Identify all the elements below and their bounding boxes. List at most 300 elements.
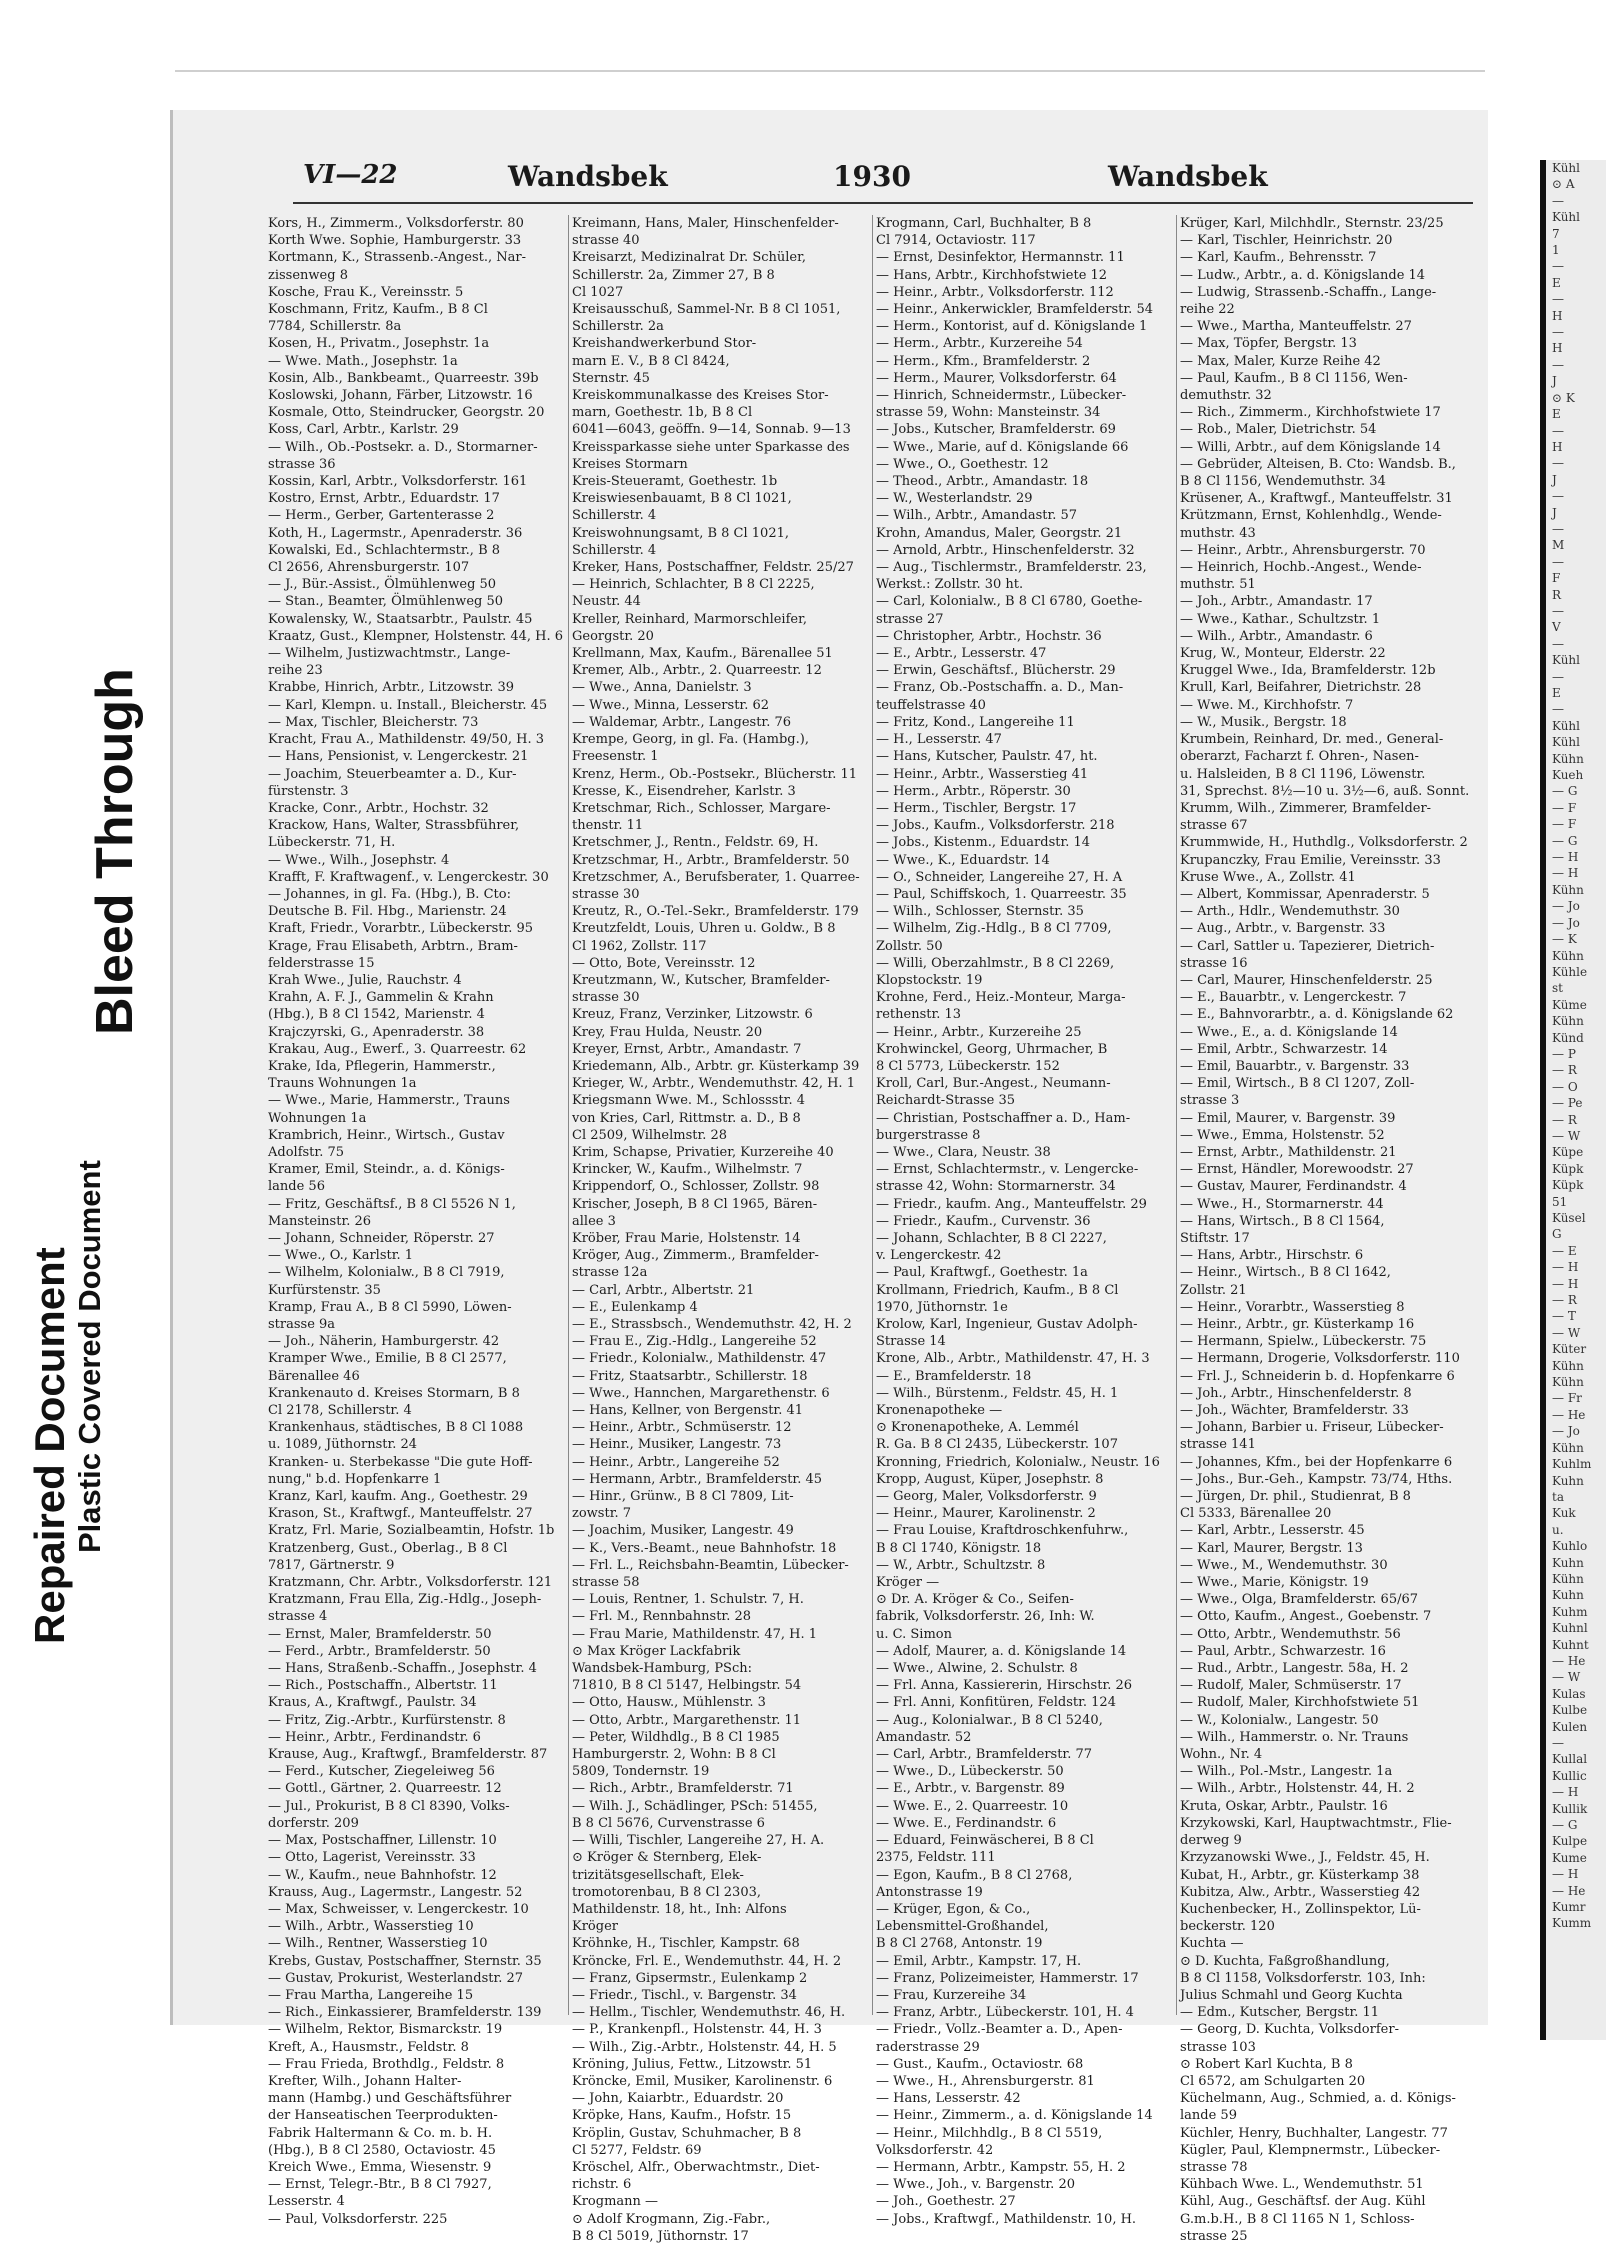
directory-entry: — Frl. J., Schneiderin b. d. Hopfenkarre 6 [1180,1368,1455,1384]
directory-entry: strasse 67 [1180,818,1248,834]
directory-entry: — Willi, Oberzahlmstr., B 8 Cl 2269, [876,955,1115,971]
adjacent-page-entry: Kulen [1552,1719,1588,1734]
adjacent-page-entry: — H [1552,850,1579,865]
directory-entry: zowstr. 7 [572,1506,632,1522]
adjacent-page-entry: Küpk [1552,1161,1584,1176]
directory-entry: — Hinrich, Schneidermstr., Lübecker- [876,388,1127,404]
directory-entry: Kratz, Frl. Marie, Sozialbeamtin, Hofstr. 1b [268,1523,555,1539]
directory-entry: — Wilhelm, Rektor, Bismarckstr. 19 [268,2022,503,2038]
directory-entry: — Wilh., Arbtr., Wasserstieg 10 [268,1919,474,1935]
directory-entry: Kröncke, Frl. E., Wendemuthstr. 44, H. 2 [572,1953,842,1969]
directory-entry: — Hermann, Drogerie, Volksdorferstr. 110 [1180,1351,1460,1367]
adjacent-page-entry: — O [1552,1079,1578,1094]
adjacent-page-entry: — T [1552,1309,1576,1324]
directory-column-4 [1180,215,1476,2244]
directory-entry: — Wwe., M., Wendemuthstr. 30 [1180,1557,1388,1573]
column-divider [1176,215,1177,2015]
directory-entry: B 8 Cl 5019, Jüthornstr. 17 [572,2228,749,2244]
directory-entry: — Wwe., Minna, Lesserstr. 62 [572,697,770,713]
adjacent-page-entry: Kühle [1552,964,1588,979]
directory-entry: — Rudolf, Maler, Schmüserstr. 17 [1180,1678,1402,1694]
directory-entry: — Otto, Kaufm., Angest., Goebenstr. 7 [1180,1609,1432,1625]
directory-entry: Krim, Schapse, Privatier, Kurzereihe 40 [572,1144,834,1160]
directory-entry: Krauss, Aug., Lagermstr., Langestr. 52 [268,1884,523,1900]
directory-entry: — E., Bauarbtr., v. Lengerckestr. 7 [1180,990,1407,1006]
directory-entry: Volksdorferstr. 42 [876,2142,994,2158]
directory-entry: Krellmann, Max, Kaufm., Bärenallee 51 [572,646,833,662]
directory-entry: — Emil, Wirtsch., B 8 Cl 1207, Zoll- [1180,1076,1415,1092]
directory-entry: — Georg, Maler, Volksdorferstr. 9 [876,1489,1097,1505]
adjacent-page-entry: — R [1552,1293,1577,1308]
adjacent-page-entry: J [1552,505,1557,520]
directory-entry: — Hans, Kutscher, Paulstr. 47, ht. [876,749,1098,765]
directory-entry: — Rich., Arbtr., Bramfelderstr. 71 [572,1781,794,1797]
directory-entry: — Ferd., Arbtr., Bramfelderstr. 50 [268,1643,491,1659]
directory-entry: — Heinr., Vorarbtr., Wasserstieg 8 [1180,1299,1405,1315]
page-number: VI—22 [303,160,398,190]
directory-entry: Kuchenbecker, H., Zollinspektor, Lü- [1180,1901,1421,1917]
directory-entry: — Joh., Goethestr. 27 [876,2194,1016,2210]
directory-entry: Kowalski, Ed., Schlachtermstr., B 8 [268,542,501,558]
directory-entry: Krohwinckel, Georg, Uhrmacher, B [876,1041,1108,1057]
directory-entry: Kriedemann, Alb., Arbtr. gr. Küsterkamp 39 [572,1058,860,1074]
adjacent-page-entry: Küpk [1552,1178,1584,1193]
directory-entry: strasse 42, Wohn: Stormarnerstr. 34 [876,1179,1116,1195]
directory-entry: 31, Sprechst. 8½—10 u. 3½—6, auß. Sonnt. [1180,783,1470,799]
adjacent-page-entry: Kulas [1552,1686,1586,1701]
directory-entry: — Emil, Arbtr., Kampstr. 17, H. [876,1953,1082,1969]
directory-entry: Kruta, Oskar, Arbtr., Paulstr. 16 [1180,1798,1388,1814]
directory-entry: tromotorenbau, B 8 Cl 2303, [572,1884,762,1900]
adjacent-page-entry: — [1552,292,1564,307]
directory-entry: Wohn., Nr. 4 [1180,1747,1263,1763]
directory-entry: — Heinrich, Schlachter, B 8 Cl 2225, [572,577,815,593]
directory-entry: — E., Bramfelderstr. 18 [876,1368,1032,1384]
adjacent-page-entry: Kühl [1552,161,1580,175]
directory-entry: Kowalensky, W., Staatsarbtr., Paulstr. 45 [268,611,533,627]
directory-entry: burgerstrasse 8 [876,1127,981,1143]
directory-entry: Krankenauto d. Kreises Stormarn, B 8 [268,1385,520,1401]
directory-entry: — Frl. Anni, Konfitüren, Feldstr. 124 [876,1695,1116,1711]
directory-entry: — Wwe., K., Eduardstr. 14 [876,852,1050,868]
adjacent-page-entry: V [1552,620,1561,635]
directory-entry: Kurfürstenstr. 35 [268,1282,381,1298]
directory-entry: — Wwe., Martha, Manteuffelstr. 27 [1180,319,1412,335]
adjacent-page-entry: Kühl [1552,210,1580,225]
directory-entry: — Joh., Arbtr., Hinschenfelderstr. 8 [1180,1385,1412,1401]
directory-columns [268,215,1470,2244]
directory-entry: — Johann, Barbier u. Friseur, Lübecker- [1180,1420,1444,1436]
directory-entry: ⊙ Dr. A. Kröger & Co., Seifen- [876,1592,1074,1608]
adjacent-page-entry: — [1552,554,1564,569]
directory-entry: — Wwe. M., Kirchhofstr. 7 [1180,697,1354,713]
directory-entry: — Wwe., Hannchen, Margarethenstr. 6 [572,1385,830,1401]
directory-entry: Kreller, Reinhard, Marmorschleifer, [572,611,808,627]
directory-entry: — Heinr., Maurer, Karolinenstr. 2 [876,1506,1096,1522]
directory-entry: — Paul, Arbtr., Schwarzestr. 16 [1180,1643,1386,1659]
directory-entry: Kröhnke, H., Tischler, Kampstr. 68 [572,1936,800,1952]
directory-entry: — Wwe., Alwine, 2. Schulstr. 8 [876,1661,1078,1677]
adjacent-page-entry: u. [1552,1522,1564,1537]
directory-entry: strasse 25 [1180,2228,1248,2244]
adjacent-page-entry: H [1552,308,1563,323]
directory-entry: Freesenstr. 1 [572,749,659,765]
adjacent-page-entry: Küter [1552,1342,1587,1357]
directory-entry: — Frl. M., Rennbahnstr. 28 [572,1609,752,1625]
directory-entry: Cl 6572, am Schulgarten 20 [1180,2073,1366,2089]
adjacent-page-entry: — H [1552,1785,1579,1800]
directory-entry: strasse 30 [572,886,640,902]
directory-entry: Kroll, Carl, Bur.-Angest., Neumann- [876,1076,1111,1092]
directory-entry: strasse 27 [876,611,944,627]
directory-entry: — Wilhelm, Kolonialw., B 8 Cl 7919, [268,1265,505,1281]
directory-entry: Kropp, August, Küper, Josephstr. 8 [876,1471,1104,1487]
directory-entry: Kraft, Friedr., Vorarbtr., Lübeckerstr. 95 [268,921,534,937]
directory-entry: — Wwe., Joh., v. Bargenstr. 20 [876,2177,1075,2193]
directory-entry: Kuchta — [1180,1936,1244,1952]
directory-entry: — Paul, Volksdorferstr. 225 [268,2211,448,2227]
adjacent-page-entry: — Pe [1552,1096,1583,1111]
adjacent-page-entry: G [1552,1227,1562,1242]
directory-entry: — Hans, Arbtr., Hirschstr. 6 [1180,1248,1364,1264]
directory-entry: — E., Arbtr., Lesserstr. 47 [876,646,1047,662]
directory-entry: — E., Strassbsch., Wendemuthstr. 42, H. 2 [572,1317,852,1332]
directory-entry: Krzyzanowski Wwe., J., Feldstr. 45, H. [1180,1850,1430,1866]
directory-entry: Kreutzfeldt, Louis, Uhren u. Goldw., B 8 [572,921,836,937]
directory-entry: Krogmann — [572,2194,659,2210]
directory-entry: Kretzschmar, H., Arbtr., Bramfelderstr. 50 [572,852,850,868]
directory-entry: Krüger, Karl, Milchhdlr., Sternstr. 23/25 [1180,216,1444,231]
directory-entry: dorferstr. 209 [268,1815,359,1831]
directory-entry: Kratzenberg, Gust., Oberlag., B 8 Cl [268,1540,508,1556]
directory-entry: — Johann, Schlachter, B 8 Cl 2227, [876,1230,1107,1246]
directory-entry: Koslowski, Johann, Färber, Litzowstr. 16 [268,388,533,404]
directory-entry: Krone, Alb., Arbtr., Mathildenstr. 47, H. 3 [876,1351,1150,1367]
directory-entry: — Jul., Prokurist, B 8 Cl 8390, Volks- [268,1798,510,1814]
directory-entry: — Max, Tischler, Bleicherstr. 73 [268,714,479,730]
directory-entry: — Carl, Kolonialw., B 8 Cl 6780, Goethe- [876,594,1143,610]
directory-entry: strasse 58 [572,1575,640,1591]
adjacent-page-entry: — [1552,702,1564,717]
directory-entry: strasse 3 [1180,1093,1240,1109]
adjacent-page-entry: Kuhn [1552,1473,1584,1488]
directory-entry: — Joachim, Steuerbeamter a. D., Kur- [268,766,517,782]
adjacent-page-entry: — F [1552,817,1577,832]
directory-entry: Krollmann, Friedrich, Kaufm., B 8 Cl [876,1282,1119,1298]
directory-entry: Trauns Wohnungen 1a [268,1076,417,1092]
directory-entry: — Wwe., D., Lübeckerstr. 50 [876,1764,1064,1780]
directory-entry: — O., Schneider, Langereihe 27, H. A [876,869,1123,885]
adjacent-page-entry: Küsel [1552,1211,1586,1225]
adjacent-page-entry: — K [1552,932,1577,947]
directory-entry: — Ernst, Schlachtermstr., v. Lengercke- [876,1162,1139,1178]
directory-entry: — Wilhelm, Zig.-Hdlg., B 8 Cl 7709, [876,921,1112,937]
directory-entry: — Emil, Maurer, v. Bargenstr. 39 [1180,1110,1396,1126]
adjacent-page-entry: — H [1552,866,1579,881]
directory-entry: B 8 Cl 2768, Antonstr. 19 [876,1936,1043,1952]
adjacent-page-entry: — H [1552,1276,1579,1291]
directory-entry: Stiftstr. 17 [1180,1230,1250,1246]
directory-entry: — Max, Schweisser, v. Lengerckestr. 10 [268,1901,529,1917]
plastic-covered-document-label: Plastic Covered Document [72,1160,107,1553]
directory-entry: — Herm., Kfm., Bramfelderstr. 2 [876,353,1091,369]
directory-entry: — Heinr., Ankerwickler, Bramfelderstr. 54 [876,302,1153,318]
directory-entry: Schillerstr. 4 [572,542,657,558]
directory-entry: — Heinr., Arbtr., Ahrensburgerstr. 70 [1180,542,1426,558]
directory-entry: Adolfstr. 75 [268,1144,344,1160]
directory-entry: — Wwe., Anna, Danielstr. 3 [572,680,752,696]
directory-entry: — Heinrich, Hochb.-Angest., Wende- [1180,560,1422,576]
directory-entry: — Wwe., Olga, Bramfelderstr. 65/67 [1180,1592,1419,1608]
directory-entry: Kröpke, Hans, Kaufm., Hofstr. 15 [572,2108,792,2124]
directory-entry: trizitätsgesellschaft, Elek- [572,1867,744,1883]
directory-column-2 [572,215,868,2244]
directory-entry: Krause, Aug., Kraftwgf., Bramfelderstr. 87 [268,1747,548,1763]
directory-entry: — Friedr., Kaufm., Curvenstr. 36 [876,1213,1091,1229]
column-divider [872,215,873,2015]
directory-entry: — Christian, Postschaffner a. D., Ham- [876,1110,1131,1126]
directory-entry: — Franz, Arbtr., Lübeckerstr. 101, H. 4 [876,2005,1134,2021]
directory-entry: Kreiskommunalkasse des Kreises Stor- [572,388,829,404]
directory-entry: allee 3 [572,1213,616,1229]
directory-entry: — Max, Maler, Kurze Reihe 42 [1180,353,1381,369]
directory-entry: — Rob., Maler, Dietrichstr. 54 [1180,422,1377,438]
directory-entry: — Wilh., Pol.-Mstr., Langestr. 1a [1180,1764,1393,1780]
directory-entry: — K., Vers.-Beamt., neue Bahnhofstr. 18 [572,1540,837,1556]
directory-entry: Krefter, Wilh., Johann Halter- [268,2073,462,2089]
adjacent-page-entry: Küpe [1552,1145,1584,1160]
directory-entry: lande 59 [1180,2108,1237,2124]
directory-entry: Krüsener, A., Kraftwgf., Manteuffelstr. 31 [1180,491,1453,507]
adjacent-page-entry: Kulpe [1552,1834,1588,1849]
directory-entry: Kreuz, Franz, Verzinker, Litzowstr. 6 [572,1007,813,1023]
directory-entry: — Ferd., Kutscher, Ziegeleiweg 56 [268,1764,495,1780]
directory-entry: G.m.b.H., B 8 Cl 1165 N 1, Schloss- [1180,2211,1415,2227]
adjacent-page-entry: Kumm [1552,1916,1592,1931]
directory-entry: Kreimann, Hans, Maler, Hinschenfelder- [572,216,839,231]
adjacent-page-entry: F [1552,571,1561,586]
directory-entry: — Otto, Lagerist, Vereinsstr. 33 [268,1850,476,1866]
directory-entry: — Herm., Tischler, Bergstr. 17 [876,800,1077,816]
adjacent-page-entry: Kühn [1552,1440,1584,1455]
directory-entry: Kranken- u. Sterbekasse "Die gute Hoff- [268,1454,533,1470]
directory-entry: Kosche, Frau K., Vereinsstr. 5 [268,284,464,300]
adjacent-page-entry: Kühl [1552,718,1580,733]
adjacent-page-entry: — Jo [1552,1424,1580,1439]
directory-entry: Kreiswohnungsamt, B 8 Cl 1021, [572,525,789,541]
directory-entry: muthstr. 51 [1180,577,1256,593]
directory-entry: — Aug., Kolonialwar., B 8 Cl 5240, [876,1712,1103,1728]
directory-entry: Krake, Ida, Pflegerin, Hammerstr., [268,1058,496,1074]
adjacent-page-entry: ⊙ A [1552,177,1575,192]
adjacent-page-entry: H [1552,341,1563,356]
directory-entry: Zollstr. 21 [1180,1282,1247,1298]
directory-entry: — Jürgen, Dr. phil., Studienrat, B 8 [1180,1489,1411,1505]
directory-entry: — Otto, Arbtr., Wendemuthstr. 56 [1180,1626,1401,1642]
directory-entry: Kreft, A., Hausmstr., Feldstr. 8 [268,2039,469,2055]
directory-entry: Wohnungen 1a [268,1110,367,1126]
directory-entry: Krogmann, Carl, Buchhalter, B 8 [876,216,1092,231]
directory-entry: Kreker, Hans, Postschaffner, Feldstr. 25/27 [572,560,854,576]
adjacent-page-entry: — P [1552,1046,1576,1061]
directory-entry: — Gottl., Gärtner, 2. Quarreestr. 12 [268,1781,502,1797]
directory-entry: Krummwide, H., Huthdlg., Volksdorferstr. 2 [1180,835,1468,851]
directory-entry: — Willi, Tischler, Langereihe 27, H. A. [572,1833,825,1849]
directory-entry: Krambrich, Heinr., Wirtsch., Gustav [268,1127,505,1143]
directory-entry: — E., Eulenkamp 4 [572,1299,698,1315]
adjacent-page-entry: — H [1552,1260,1579,1275]
adjacent-page-entry: Kullal [1552,1752,1588,1767]
adjacent-page-entry: Kulbe [1552,1703,1588,1718]
directory-entry: — Aug., Arbtr., v. Bargenstr. 33 [1180,921,1386,937]
directory-entry: u. 1089, Jüthornstr. 24 [268,1437,418,1453]
directory-entry: ⊙ Adolf Krogmann, Zig.-Fabr., [572,2211,771,2227]
directory-entry: Koss, Carl, Arbtr., Karlstr. 29 [268,422,459,438]
directory-entry: — Friedr., kaufm. Ang., Manteuffelstr. 29 [876,1196,1147,1212]
directory-entry: Kreis-Steueramt, Goethestr. 1b [572,474,778,490]
directory-entry: Klopstockstr. 19 [876,972,983,988]
directory-entry: Kratzmann, Frau Ella, Zig.-Hdlg., Joseph- [268,1592,542,1608]
directory-entry: demuthstr. 32 [1180,388,1272,404]
directory-entry: Krumbein, Reinhard, Dr. med., General- [1180,732,1444,748]
directory-entry: Cl 5277, Feldstr. 69 [572,2142,702,2158]
directory-column-1 [268,215,564,2227]
directory-entry: — Wwe., O., Goethestr. 12 [876,456,1049,472]
directory-entry: Cl 7914, Octaviostr. 117 [876,233,1036,249]
directory-entry: Krey, Frau Hulda, Neustr. 20 [572,1024,763,1040]
directory-entry: Cl 1027 [572,284,624,300]
directory-entry: — Rich., Einkassierer, Bramfelderstr. 139 [268,2005,542,2021]
directory-entry: Amandastr. 52 [876,1729,972,1745]
adjacent-page-entry: Kühn [1552,1358,1584,1373]
adjacent-page-entry: — [1552,669,1564,684]
directory-entry: — Johs., Bur.-Geh., Kampstr. 73/74, Hths. [1180,1471,1453,1487]
directory-entry: — Emil, Arbtr., Schwarzestr. 14 [1180,1041,1388,1057]
directory-entry: von Kries, Carl, Rittmstr. a. D., B 8 [572,1110,801,1126]
directory-entry: B 8 Cl 1158, Volksdorferstr. 103, Inh: [1180,1970,1426,1986]
directory-entry: strasse 103 [1180,2039,1256,2055]
directory-entry: — Hinr., Grünw., B 8 Cl 7809, Lit- [572,1489,794,1505]
directory-entry: — Wilh., Zig.-Arbtr., Holstenstr. 44, H. 5 [572,2039,837,2055]
directory-entry: Cl 2656, Ahrensburgerstr. 107 [268,560,470,576]
directory-entry: Krohne, Ferd., Heiz.-Monteur, Marga- [876,990,1126,1006]
directory-entry: Cl 5333, Bärenallee 20 [1180,1506,1332,1522]
directory-entry: — Hellm., Tischler, Wendemuthstr. 46, H. [572,2005,846,2021]
directory-entry: Krah Wwe., Julie, Rauchstr. 4 [268,972,462,988]
directory-entry: Kröger, Aug., Zimmerm., Bramfelder- [572,1248,819,1264]
directory-entry: — Erwin, Geschäftsf., Blücherstr. 29 [876,663,1116,679]
directory-entry: — Wwe. E., Ferdinandstr. 6 [876,1815,1057,1831]
directory-entry: — Ludw., Arbtr., a. d. Königslande 14 [1180,267,1426,283]
adjacent-page-entry: Kullik [1552,1801,1588,1816]
directory-entry: — Friedr., Kolonialw., Mathildenstr. 47 [572,1351,827,1367]
directory-entry: Krage, Frau Elisabeth, Arbtrn., Bram- [268,938,518,954]
directory-entry: — W., Kolonialw., Langestr. 50 [1180,1712,1379,1728]
directory-entry: — Rich., Postschaffn., Albertstr. 11 [268,1678,498,1694]
directory-entry: — Heinr., Arbtr., Volksdorferstr. 112 [876,284,1114,300]
repaired-document-label: Repaired Document [26,1247,73,1644]
directory-entry: Krincker, W., Kaufm., Wilhelmstr. 7 [572,1162,803,1178]
directory-entry: Fabrik Haltermann & Co. m. b. H. [268,2125,493,2141]
adjacent-page-entry: — He [1552,1653,1586,1668]
directory-entry: Krischer, Joseph, B 8 Cl 1965, Bären- [572,1196,818,1212]
adjacent-page-entry: E [1552,686,1561,700]
directory-entry: Cl 2509, Wilhelmstr. 28 [572,1127,728,1143]
directory-entry: Kresse, K., Eisendreher, Karlstr. 3 [572,783,796,799]
directory-entry: — Wilh., Hammerstr. o. Nr. Trauns [1180,1729,1409,1745]
directory-entry: rethenstr. 13 [876,1007,962,1023]
directory-entry: — Herm., Arbtr., Röperstr. 30 [876,783,1071,799]
adjacent-page-entry: — [1552,193,1564,208]
directory-entry: Kronning, Friedrich, Kolonialw., Neustr. 16 [876,1454,1160,1470]
directory-entry: — Franz, Polizeimeister, Hammerstr. 17 [876,1970,1139,1986]
adjacent-page-entry: Kuhn [1552,1588,1584,1603]
directory-entry: — Karl, Tischler, Heinrichstr. 20 [1180,233,1393,249]
adjacent-page-entry: — E [1552,1243,1577,1258]
adjacent-page-entry: Kume [1552,1850,1587,1865]
directory-entry: Kors, H., Zimmerm., Volksdorferstr. 80 [268,216,524,231]
directory-entry: — Herm., Kontorist, auf d. Königslande 1 [876,319,1148,335]
directory-entry: 5809, Tondernstr. 19 [572,1764,710,1780]
adjacent-page-entry: Kühn [1552,948,1584,963]
directory-entry: — Otto, Arbtr., Margarethenstr. 11 [572,1712,802,1728]
directory-entry: — Ludwig, Strassenb.-Schaffn., Lange- [1180,284,1437,300]
adjacent-page-entry: — R [1552,1063,1577,1078]
directory-entry: — Emil, Bauarbtr., v. Bargenstr. 33 [1180,1058,1410,1074]
adjacent-page-entry: — [1552,489,1564,504]
directory-entry: — Karl, Kaufm., Behrensstr. 7 [1180,250,1377,266]
directory-entry: — John, Kaiarbtr., Eduardstr. 20 [572,2091,784,2107]
directory-entry: 7817, Gärtnerstr. 9 [268,1557,395,1573]
directory-entry: — Herm., Arbtr., Kurzereihe 54 [876,336,1083,352]
directory-entry: — Edm., Kutscher, Bergstr. 11 [1180,2005,1380,2021]
directory-entry: Kracht, Frau A., Mathildenstr. 49/50, H. 3 [268,732,545,748]
header-right-title: Wandsbek [1108,160,1268,193]
directory-entry: Krafft, F. Kraftwagenf., v. Lengerckestr. 30 [268,869,549,885]
directory-entry: Kreutz, R., O.-Tel.-Sekr., Bramfelderstr. 179 [572,904,859,920]
directory-entry: — Frau Frieda, Brothdlg., Feldstr. 8 [268,2056,505,2072]
directory-entry: — Wilh., Schlosser, Sternstr. 35 [876,904,1084,920]
directory-entry: lande 56 [268,1179,325,1195]
directory-entry: Kortmann, K., Strassenb.-Angest., Nar- [268,250,526,266]
adjacent-page-entry: — G [1552,1818,1578,1833]
directory-entry: Küchelmann, Aug., Schmied, a. d. Königs- [1180,2091,1456,2107]
directory-entry: 8 Cl 5773, Lübeckerstr. 152 [876,1058,1060,1074]
directory-entry: der Hanseatischen Teerprodukten- [268,2108,498,2124]
directory-entry: nung," b.d. Hopfenkarre 1 [268,1471,442,1487]
adjacent-page-entry: Kuhnt [1552,1637,1589,1652]
directory-entry: marn, Goethestr. 1b, B 8 Cl [572,405,753,421]
directory-entry: strasse 141 [1180,1437,1256,1453]
directory-entry: Kubitza, Alw., Arbtr., Wasserstieg 42 [1180,1884,1421,1900]
directory-entry: — Fritz, Kond., Langereihe 11 [876,714,1075,730]
directory-entry: Julius Schmahl und Georg Kuchta [1180,1987,1403,2003]
directory-entry: Kremer, Alb., Arbtr., 2. Quarreestr. 12 [572,663,822,679]
directory-entry: — Stan., Beamter, Ölmühlenweg 50 [268,594,504,610]
directory-entry: strasse 36 [268,456,336,472]
adjacent-page-entry: — [1552,456,1564,471]
adjacent-page-entry: 1 [1552,243,1560,258]
adjacent-page-entry: — [1552,521,1564,536]
directory-entry: Krupanczky, Frau Emilie, Vereinsstr. 33 [1180,852,1441,868]
directory-entry: — Christopher, Arbtr., Hochstr. 36 [876,628,1102,644]
directory-entry: Krankenhaus, städtisches, B 8 Cl 1088 [268,1420,524,1436]
directory-entry: strasse 30 [572,990,640,1006]
directory-entry: — Ernst, Desinfektor, Hermannstr. 11 [876,250,1125,266]
adjacent-page-entry: H [1552,439,1563,454]
directory-entry: — Ernst, Telegr.-Btr., B 8 Cl 7927, [268,2177,492,2193]
adjacent-page-entry: — Jo [1552,915,1580,930]
